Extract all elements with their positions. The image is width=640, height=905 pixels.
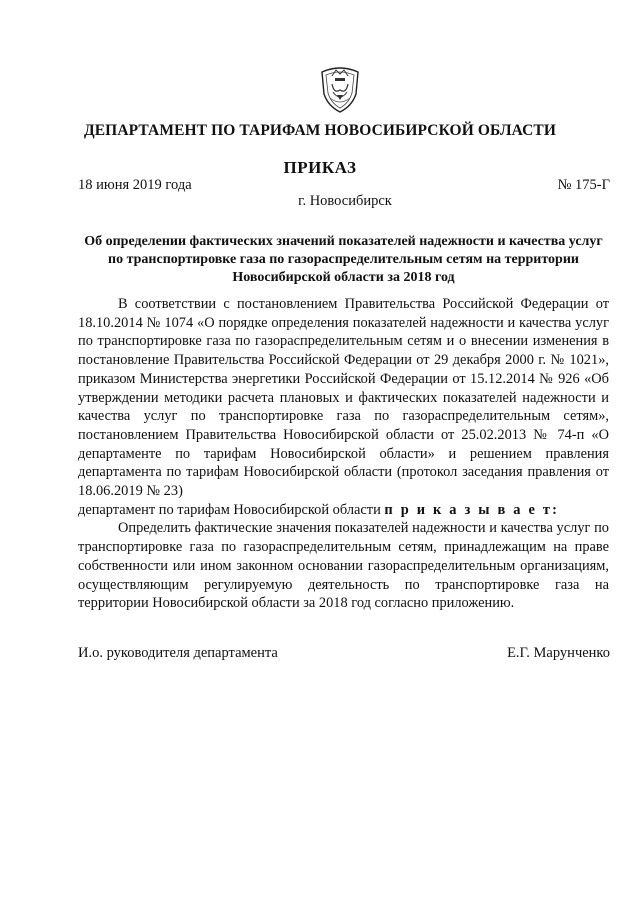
issuer-text: департамент по тарифам Новосибирской области bbox=[78, 501, 381, 518]
city-name: г. Новосибирск bbox=[298, 193, 392, 209]
preamble-paragraph: В соответствии с постановлением Правительства Российской Федерации от 18.10.2014 № 1074 «О порядке определения показателей надежности и качества услуг по транспортировке газа по газораспределительным сетям и о внесении изменения в постановление Правительства Российской Федерации от 29 декабря 2000 г. № 1021», приказом Министерства энергетики Российской Федерации от 15.12.2014 № 926 «Об утверждении методики расчета плановых и фактических показателей надежности и качества услуг по транспортировке газа по газораспределительным сетям», постановлением Правительства Новосибирской области от 25.02.2013 № 74-п «О департаменте по тарифам Новосибирской области» и решением правления департамента по тарифам Новосибирской области (протокол заседания правления от 18.06.2019 № 23) bbox=[78, 296, 609, 500]
order-date: 18 июня 2019 года bbox=[78, 177, 192, 193]
signatory-name: Е.Г. Марунченко bbox=[507, 645, 610, 661]
directive-paragraph: Определить фактические значения показателей надежности и качества услуг по транспортировке газа по газораспределительным сетям, принадлежащим на праве собственности или ином законном основании газораспределительным организациям, осуществляющим регулируемую деятельность по транспортировке газа на территории Новосибирской области за 2018 год согласно приложению. bbox=[78, 520, 609, 612]
signatory-role: И.о. руководителя департамента bbox=[78, 645, 278, 661]
coat-of-arms-icon bbox=[318, 64, 362, 114]
department-title: ДЕПАРТАМЕНТ ПО ТАРИФАМ НОВОСИБИРСКОЙ ОБЛАСТИ bbox=[83, 122, 557, 139]
order-word: п р и к а з ы в а е т: bbox=[384, 501, 560, 518]
order-body bbox=[78, 295, 609, 613]
issuer-line bbox=[78, 501, 609, 520]
order-subject: Об определении фактических значений показателей надежности и качества услуг по транспортировке газа по газораспределительным сетям на территории Новосибирской области за 2018 год bbox=[84, 234, 603, 285]
order-number: № 175-Г bbox=[557, 177, 610, 193]
document-type: ПРИКАЗ bbox=[283, 158, 357, 177]
